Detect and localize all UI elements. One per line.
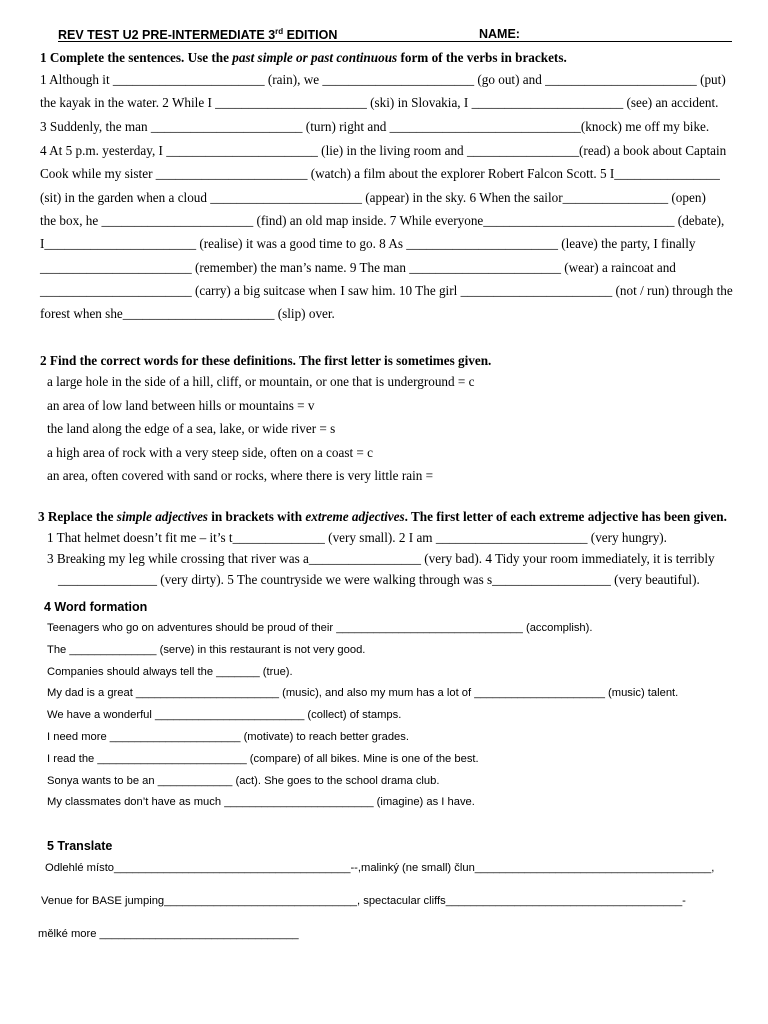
section-1-line: the box, he _______________________ (find) an old map inside. 7 While everyone_____________________________ (debate), [40,213,725,228]
section-1-line: 3 Suddenly, the man _______________________ (turn) right and _____________________________(knock) me off my bike. [40,119,710,134]
word-formation-line: Teenagers who go on adventures should be proud of their ______________________________ (accomplish). [47,622,593,634]
section-1-heading: 1 Complete the sentences. Use the past simple or past continuous form of the verbs in brackets. [40,50,567,65]
worksheet-header [58,27,732,42]
translate-line: Odlehlé místo______________________________________--,malinký (ne small) člun______________________________________, [45,862,715,874]
section-1-line: the kayak in the water. 2 While I _______________________ (ski) in Slovakia, I _______________________ (see) an accident. [40,95,719,110]
section-1-line: forest when she_______________________ (slip) over. [40,306,335,321]
section-1-line: I_______________________ (realise) it was a good time to go. 8 As _______________________ (leave) the party, I finally [40,236,696,251]
section-2-heading: 2 Find the correct words for these definitions. The first letter is sometimes given. [40,353,492,368]
definition-line: an area, often covered with sand or rocks, where there is very little rain = [47,468,434,483]
section-1-line: (sit) in the garden when a cloud _______________________ (appear) in the sky. 6 When the sailor________________ (open) [40,190,706,205]
word-formation-line: Sonya wants to be an ____________ (act). She goes to the school drama club. [47,775,440,787]
word-formation-line: Companies should always tell the _______ (true). [47,666,293,678]
word-formation-line: My dad is a great _______________________ (music), and also my mum has a lot of _____________________ (music) talent. [47,687,679,699]
definition-line: a high area of rock with a very steep side, often on a coast = c [47,445,374,460]
section-4-heading: 4 Word formation [44,600,148,614]
section-3-heading: 3 Replace the simple adjectives in brackets with extreme adjectives. The first letter of each extreme adjective has been given. [38,509,727,524]
translate-line: mělké more ________________________________ [38,928,299,940]
section-1-line: _______________________ (carry) a big suitcase when I saw him. 10 The girl _______________________ (not / run) through the [40,283,733,298]
section-1-line: 1 Although it _______________________ (rain), we _______________________ (go out) and _______________________ (put) [40,72,726,87]
word-formation-line: My classmates don’t have as much ________________________ (imagine) as I have. [47,796,475,808]
section-5-heading: 5 Translate [47,839,113,853]
translate-line: Venue for BASE jumping_______________________________, spectacular cliffs______________________________________- [41,895,686,907]
definition-line: the land along the edge of a sea, lake, or wide river = s [47,421,336,436]
worksheet-title: REV TEST U2 PRE-INTERMEDIATE 3rd EDITION [58,27,338,43]
word-formation-line: The ______________ (serve) in this restaurant is not very good. [47,644,366,656]
adjective-line: _______________ (very dirty). 5 The countryside we were walking through was s__________________ (very beautiful). [58,572,700,587]
definition-line: an area of low land between hills or mountains = v [47,398,315,413]
section-1-line: 4 At 5 p.m. yesterday, I _______________________ (lie) in the living room and _________________(read) a book about Captain [40,143,727,158]
section-1-line: _______________________ (remember) the man’s name. 9 The man _______________________ (wear) a raincoat and [40,260,676,275]
word-formation-line: I need more _____________________ (motivate) to reach better grades. [47,731,409,743]
definition-line: a large hole in the side of a hill, cliff, or mountain, or one that is underground = c [47,374,475,389]
adjective-line: 3 Breaking my leg while crossing that river was a_________________ (very bad). 4 Tidy your room immediately, it is terribly [47,551,715,566]
section-1-line: Cook while my sister _______________________ (watch) a film about the explorer Robert Falcon Scott. 5 I________________ [40,166,720,181]
name-label: NAME: [479,27,520,41]
adjective-line: 1 That helmet doesn’t fit me – it’s t______________ (very small). 2 I am _______________________ (very hungry). [47,530,667,545]
word-formation-line: We have a wonderful ________________________ (collect) of stamps. [47,709,402,721]
word-formation-line: I read the ________________________ (compare) of all bikes. Mine is one of the best. [47,753,479,765]
